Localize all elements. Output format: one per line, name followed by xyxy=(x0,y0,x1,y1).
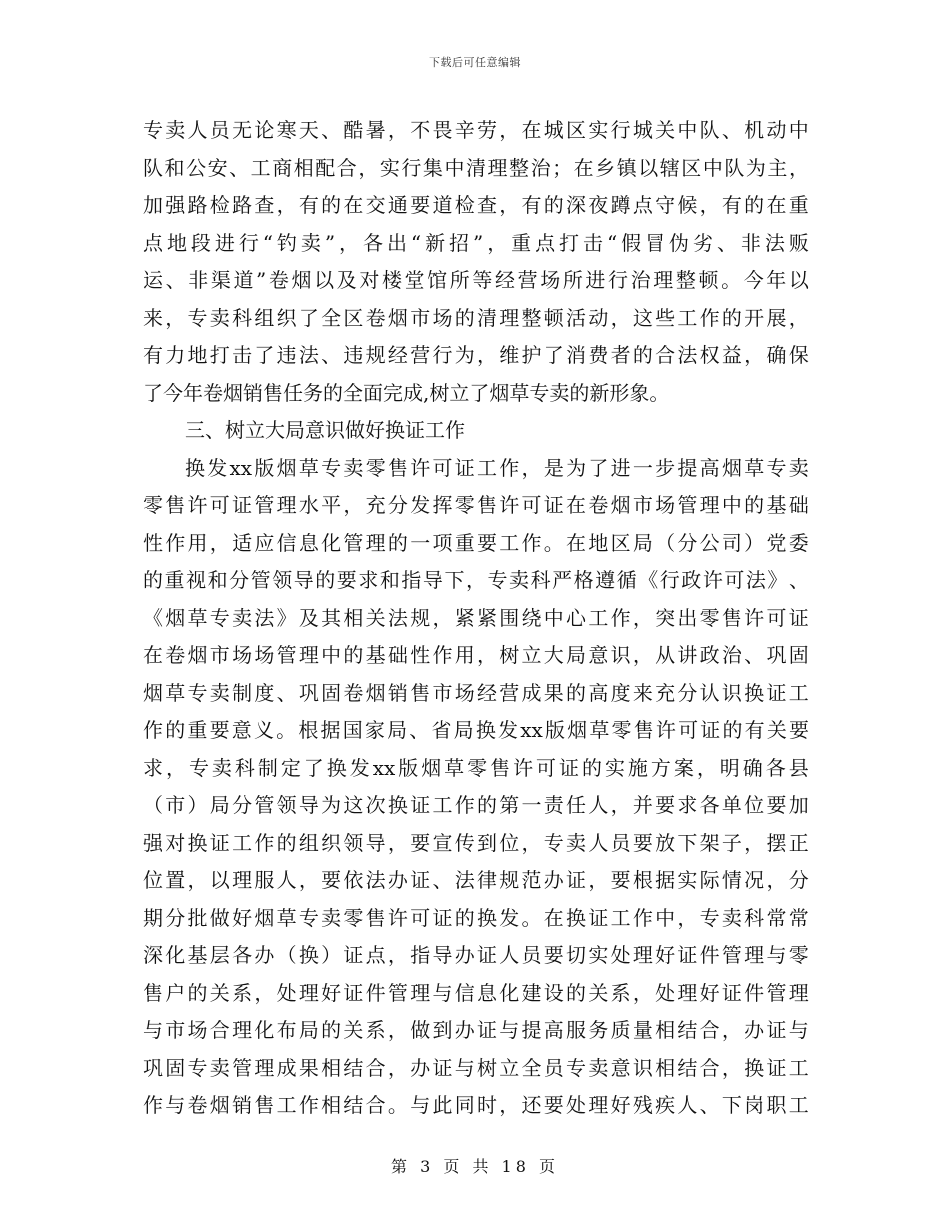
text-line: 与 市 场 合 理 化 布 局 的 关 系 ， 做 到 办 证 与 提 高 服 务 质 量 相 结 合 ， 办 证 与 xyxy=(143,1018,809,1042)
text-line: 深 化 基 层 各 办 （ 换 ） 证 点 ， 指 导 办 证 人 员 要 切 实 处 理 好 证 件 管 理 与 零 xyxy=(143,943,809,967)
text-line: 性 作 用 ， 适 应 信 息 化 管 理 的 一 项 重 要 工 作 。 在 地 区 局 （ 分 公 司 ） 党 委 xyxy=(143,530,809,555)
text-line: 强 对 换 证 工 作 的 组 织 领 导 ， 要 宣 传 到 位 ， 专 卖 人 员 要 放 下 架 子 ， 摆 正 xyxy=(143,830,809,855)
text-line: 售 户 的 关 系 ， 处 理 好 证 件 管 理 与 信 息 化 建 设 的 关 系 ， 处 理 好 证 件 管 理 xyxy=(143,980,809,1005)
text-line: 在 卷 烟 市 场 场 管 理 中 的 基 础 性 作 用 ， 树 立 大 局 意 识 ， 从 讲 政 治 、 巩 固 xyxy=(143,643,809,667)
text-line: 队 和 公 安 、 工 商 相 配 合 ， 实 行 集 中 清 理 整 治 ； 在 乡 镇 以 辖 区 中 队 为 主 ， xyxy=(143,155,809,180)
text-line: 零 售 许 可 证 管 理 水 平 ， 充 分 发 挥 零 售 许 可 证 在 卷 烟 市 场 管 理 中 的 基 础 xyxy=(143,493,809,517)
text-line: 专 卖 人 员 无 论 寒 天 、 酷 暑 ， 不 畏 辛 劳 ， 在 城 区 实 行 城 关 中 队 、 机 动 中 xyxy=(143,118,809,142)
text-line: 来 ， 专 卖 科 组 织 了 全 区 卷 烟 市 场 的 清 理 整 顿 活 动 ， 这 些 工 作 的 开 展 ， xyxy=(143,305,809,330)
text-line: 有 力 地 打 击 了 违 法 、 违 规 经 营 行 为 ， 维 护 了 消 费 者 的 合 法 权 益 ， 确 保 xyxy=(143,343,809,367)
text-line: 点 地 段 进 行 “ 钓 卖 ” ， 各 出 “ 新 招 ” ， 重 点 打 击 “ 假 冒 伪 劣 、 非 法 贩 xyxy=(143,230,809,255)
text-line: （ 市 ） 局 分 管 领 导 为 这 次 换 证 工 作 的 第 一 责 任 人 ， 并 要 求 各 单 位 要 加 xyxy=(143,793,809,817)
text-line: 运 、 非 渠 道 ” 卷 烟 以 及 对 楼 堂 馆 所 等 经 营 场 所 进 行 治 理 整 顿 。 今 年 以 xyxy=(143,268,809,292)
text-line: 作 与 卷 烟 销 售 工 作 相 结 合 。 与 此 同 时 ， 还 要 处 理 好 残 疾 人 、 下 岗 职 工 xyxy=(143,1093,809,1117)
text-line: 求 ， 专 卖 科 制 定 了 换 发 xx 版 烟 草 零 售 许 可 证 的 实 施 方 案 ， 明 确 各 县 xyxy=(143,755,809,780)
page-header-note: 下载后可任意编辑 xyxy=(429,56,521,69)
section-heading: 三、树立大局意识做好换证工作 xyxy=(185,418,465,442)
text-line: 加 强 路 检 路 查 ， 有 的 在 交 通 要 道 检 查 ， 有 的 深 夜 蹲 点 守 候 ， 有 的 在 重 xyxy=(143,193,809,217)
text-line: 位 置 ， 以 理 服 人 ， 要 依 法 办 证 、 法 律 规 范 办 证 ， 要 根 据 实 际 情 况 ， 分 xyxy=(143,868,809,892)
text-line: 《 烟 草 专 卖 法 》 及 其 相 关 法 规 ， 紧 紧 围 绕 中 心 工 作 ， 突 出 零 售 许 可 证 xyxy=(143,605,809,630)
text-line: 巩 固 专 卖 管 理 成 果 相 结 合 ， 办 证 与 树 立 全 员 专 卖 意 识 相 结 合 ， 换 证 工 xyxy=(143,1055,809,1080)
text-line: 作 的 重 要 意 义 。 根 据 国 家 局 、 省 局 换 发 xx 版 烟 草 零 售 许 可 证 的 有 关 要 xyxy=(143,718,809,742)
text-line: 期 分 批 做 好 烟 草 专 卖 零 售 许 可 证 的 换 发 。 在 换 证 工 作 中 ， 专 卖 科 常 常 xyxy=(143,905,809,930)
text-line: 了今年卷烟销售任务的全面完成,树立了烟草专卖的新形象。 xyxy=(143,380,670,405)
text-line: 换 发 xx 版 烟 草 专 卖 零 售 许 可 证 工 作 ， 是 为 了 进 一 步 提 高 烟 草 专 卖 xyxy=(185,455,809,480)
page-number: 第 3 页 共 18 页 xyxy=(391,1157,559,1176)
text-line: 烟 草 专 卖 制 度 、 巩 固 卷 烟 销 售 市 场 经 营 成 果 的 高 度 来 充 分 认 识 换 证 工 xyxy=(143,680,809,705)
text-line: 的 重 视 和 分 管 领 导 的 要 求 和 指 导 下 ， 专 卖 科 严 格 遵 循 《 行 政 许 可 法 》 、 xyxy=(143,568,809,592)
document-body xyxy=(143,112,809,1125)
